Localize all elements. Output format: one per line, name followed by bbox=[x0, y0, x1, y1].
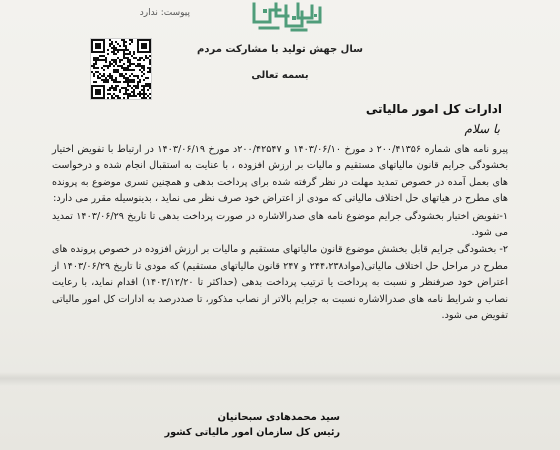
tax-organization-logo bbox=[248, 0, 326, 34]
paper-fold-shadow bbox=[0, 372, 560, 386]
header-meta-left bbox=[80, 7, 190, 18]
year-slogan: سال جهش تولید با مشارکت مردم bbox=[197, 44, 363, 55]
basmala: بسمه تعالی bbox=[251, 70, 309, 81]
paragraph-item-2: ۲- بخشودگی جرایم قابل بخشش موضوع قانون مالیاتهای مستقیم و مالیات بر ارزش افزوده در خصوص پرونده های مطرح در مراحل حل اختلاف مالیاتی(مواد۲۴۴،۲۳۸ و ۲۴۷ قانون مالیاتهای مستقیم) که مودی تا تاریخ ۱۴۰۳/۰۶/۲۹ از اعتراض خود صرفنظر و نسبت به پرداخت یا ترتیب پرداخت بدهی (حداکثر تا ۱۴۰۳/۱۲/۲۰) اقدام نماید، با رعایت نصاب و شرایط نامه های صدرالاشاره نسبت به جرایم بالاتر از نصاب مذکور، تا صددرصد به ادارات کل امور مالیاتی تفویض می شود. bbox=[52, 244, 508, 322]
signature-block bbox=[150, 412, 340, 438]
signer-name: سید محمدهادی سبحانیان bbox=[217, 412, 340, 423]
header-attachment: پیوست: ندارد bbox=[139, 8, 190, 18]
signer-title: رئیس کل سازمان امور مالیاتی کشور bbox=[164, 427, 340, 438]
recipient: ادارات کل امور مالیاتی bbox=[365, 102, 502, 116]
letter-body bbox=[52, 142, 508, 324]
greeting: با سلام bbox=[464, 122, 500, 136]
paragraph-intro: پیرو نامه های شماره ۲۰۰/۴۱۳۵۶ د مورخ ۱۴۰۳/۰۶/۱۰ و ۲۰۰/۴۲۵۴۷د مورخ ۱۴۰۳/۰۶/۱۹ در ارتباط با تفویض اختیار بخشودگی جرایم قانون مالیاتهای مستقیم و مالیات بر ارزش افزوده ، با عنایت به استقبال انجام شده و درخواست های بعمل آمده در خصوص تمدید مهلت در نظر گرفته شده برای پرداخت بدهی و همچنین تسری موضوع به پرونده های مطرح در هیاتهای حل اختلاف مالیاتی که مودی از اعتراض خود صرف نظر می نماید ، بدینوسیله مقرر می دارد: bbox=[52, 144, 509, 205]
paragraph-item-1: ۱-تفویض اختیار بخشودگی جرایم موضوع نامه های صدرالاشاره در صورت پرداخت بدهی تا تاریخ ۱۴۰۳/۰۶/۲۹ تمدید می شود. bbox=[52, 210, 508, 239]
